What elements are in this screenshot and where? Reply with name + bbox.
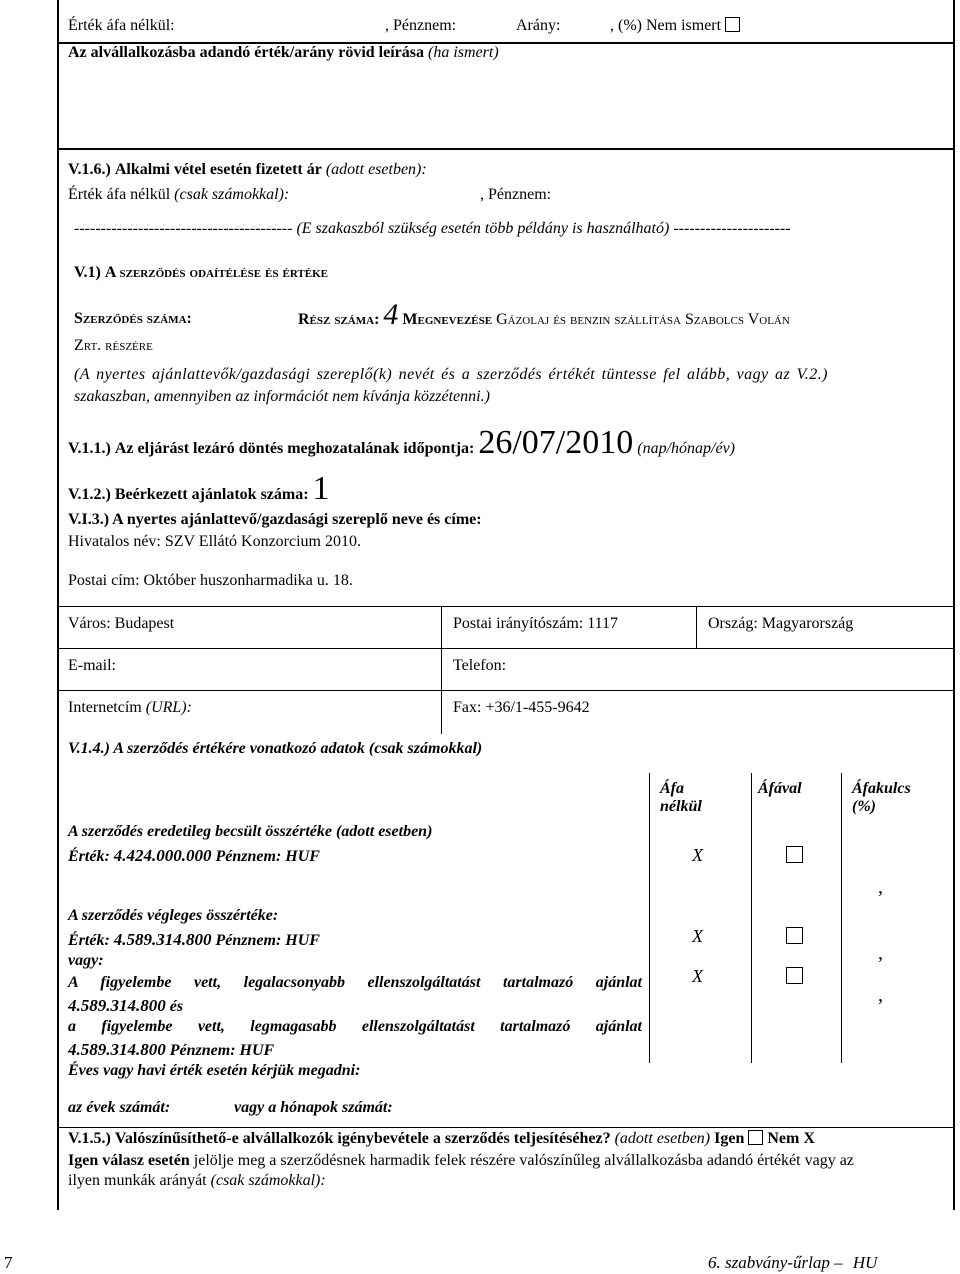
section-separator: ----------------------------------------- (E szakaszból szükség esetén több példány is használható) ----------------------: [74, 220, 791, 237]
v115-heading: V.1.5.) Valószínűsíthető-e alvállalkozók igénybevétele a szerződés teljesítéséhez? (adott esetben) Igen Nem X: [68, 1130, 815, 1147]
addr-divider-1: [441, 606, 442, 734]
left-border: [57, 0, 59, 1210]
v115-line3: ilyen munkák arányát (csak számokkal):: [68, 1172, 326, 1189]
v1-note: (A nyertes ajánlattevők/gazdasági szereplő(k) nevét és a szerződés értékét tüntesse fel alább, vagy az V.2.): [74, 366, 828, 383]
not-known-checkbox[interactable]: [725, 17, 740, 32]
lowest-value: 4.589.314.800 és: [68, 996, 184, 1015]
addr-row2: [58, 690, 442, 691]
part-name-cont: Zrt. részére: [74, 337, 153, 354]
table-divider-3: [841, 773, 842, 1063]
section-v115-top: [58, 1127, 954, 1128]
v111-line: V.1.1.) Az eljárást lezáró döntés meghozatalának időpontja: 26/07/2010 (nap/hónap/év): [68, 424, 735, 461]
v115-line2: Igen válasz esetén jelölje meg a szerződésnek harmadik felek részére valószínűleg alvállalkozásba adandó értékét vagy az: [68, 1152, 854, 1169]
country: Ország: Magyarország: [708, 615, 854, 632]
web-address: Internetcím (URL):: [68, 699, 192, 716]
email: E-mail:: [68, 657, 116, 674]
official-name: Hivatalos név: SZV Ellátó Konzorcium 2010.: [68, 533, 361, 550]
orig-mark: X: [692, 845, 703, 865]
range-with-vat-checkbox[interactable]: [786, 967, 803, 987]
orig-value: Érték: 4.424.000.000 Pénznem: HUF: [68, 846, 320, 865]
final-with-vat-checkbox[interactable]: [786, 927, 803, 947]
city: Város: Budapest: [68, 615, 175, 632]
ratio-label: Arány:: [516, 17, 561, 34]
table-divider-2: [751, 773, 752, 1063]
value-label: Érték áfa nélkül:: [68, 17, 175, 34]
orig-rate-comma: ,: [878, 876, 883, 898]
right-border: [953, 0, 955, 1210]
addr-divider-2: [696, 606, 697, 648]
col-vat-rate: Áfakulcs (%): [852, 780, 911, 815]
orig-title: A szerződés eredetileg becsült összértéke (adott esetben): [68, 823, 433, 840]
percent-label: , (%) Nem ismert: [610, 17, 740, 35]
or-label: vagy:: [68, 952, 104, 969]
highest-value: 4.589.314.800 Pénznem: HUF: [68, 1040, 275, 1059]
page-number: 7: [4, 1253, 13, 1272]
addr-row2b: [441, 690, 954, 691]
highest-offer: a figyelembe vett, legmagasabb ellenszolgáltatást tartalmazó ajánlat: [68, 1018, 642, 1035]
lowest-offer: A figyelembe vett, legalacsonyabb ellenszolgáltatást tartalmazó ajánlat: [68, 974, 642, 991]
table-divider-1: [649, 773, 650, 1063]
col-with-vat: Áfával: [758, 780, 802, 797]
part-no-line: Rész száma: 4 Megnevezése Gázolaj és benzin szállítása Szabolcs Volán: [298, 298, 790, 331]
v1-note-cont: szakaszban, amennyiben az információt nem kívánja közzétenni.): [74, 388, 490, 405]
range-mark: X: [692, 966, 703, 986]
addr-top: [58, 606, 954, 607]
v16-heading: V.1.6.) Alkalmi vétel esetén fizetett ár (adott esetben):: [68, 161, 427, 178]
annual-note: Éves vagy havi érték esetén kérjük megadni:: [68, 1062, 361, 1079]
years-label: az évek számát:: [68, 1099, 171, 1116]
postal-address: Postai cím: Október huszonharmadika u. 18.: [68, 572, 353, 589]
contract-no-label: Szerződés száma:: [74, 310, 192, 327]
final-value: Érték: 4.589.314.800 Pénznem: HUF: [68, 930, 320, 949]
v112-line: V.1.2.) Beérkezett ajánlatok száma: 1: [68, 470, 330, 507]
v16-currency: , Pénznem:: [480, 186, 552, 203]
zip: Postai irányítószám: 1117: [453, 615, 619, 632]
col-no-vat: Áfa nélkül: [660, 780, 702, 815]
subcontract-heading: Az alvállalkozásba adandó érték/arány rövid leírása (ha ismert): [68, 44, 499, 61]
final-title: A szerződés végleges összértéke:: [68, 907, 279, 924]
fax: Fax: +36/1-455-9642: [453, 699, 590, 716]
final-rate-comma: ,: [878, 942, 883, 964]
currency-label: , Pénznem:: [385, 17, 457, 34]
v114-heading: V.1.4.) A szerződés értékére vonatkozó adatok (csak számokkal): [68, 740, 483, 757]
phone: Telefon:: [453, 657, 507, 674]
addr-row1: [58, 648, 954, 649]
top-row-bottom: [58, 148, 954, 150]
yes-checkbox[interactable]: [748, 1130, 763, 1145]
v1-heading: V.1) A szerződés odaítélése és értéke: [74, 264, 328, 281]
v113-heading: V.I.3.) A nyertes ajánlattevő/gazdasági szereplő neve és címe:: [68, 511, 482, 528]
final-mark: X: [692, 926, 703, 946]
v16-value: Érték áfa nélkül (csak számokkal):: [68, 186, 290, 203]
range-rate-comma: ,: [878, 984, 883, 1006]
form-name: 6. szabvány-űrlap – HU: [708, 1253, 878, 1272]
orig-with-vat-checkbox[interactable]: [786, 846, 803, 866]
months-label: vagy a hónapok számát:: [234, 1099, 393, 1116]
